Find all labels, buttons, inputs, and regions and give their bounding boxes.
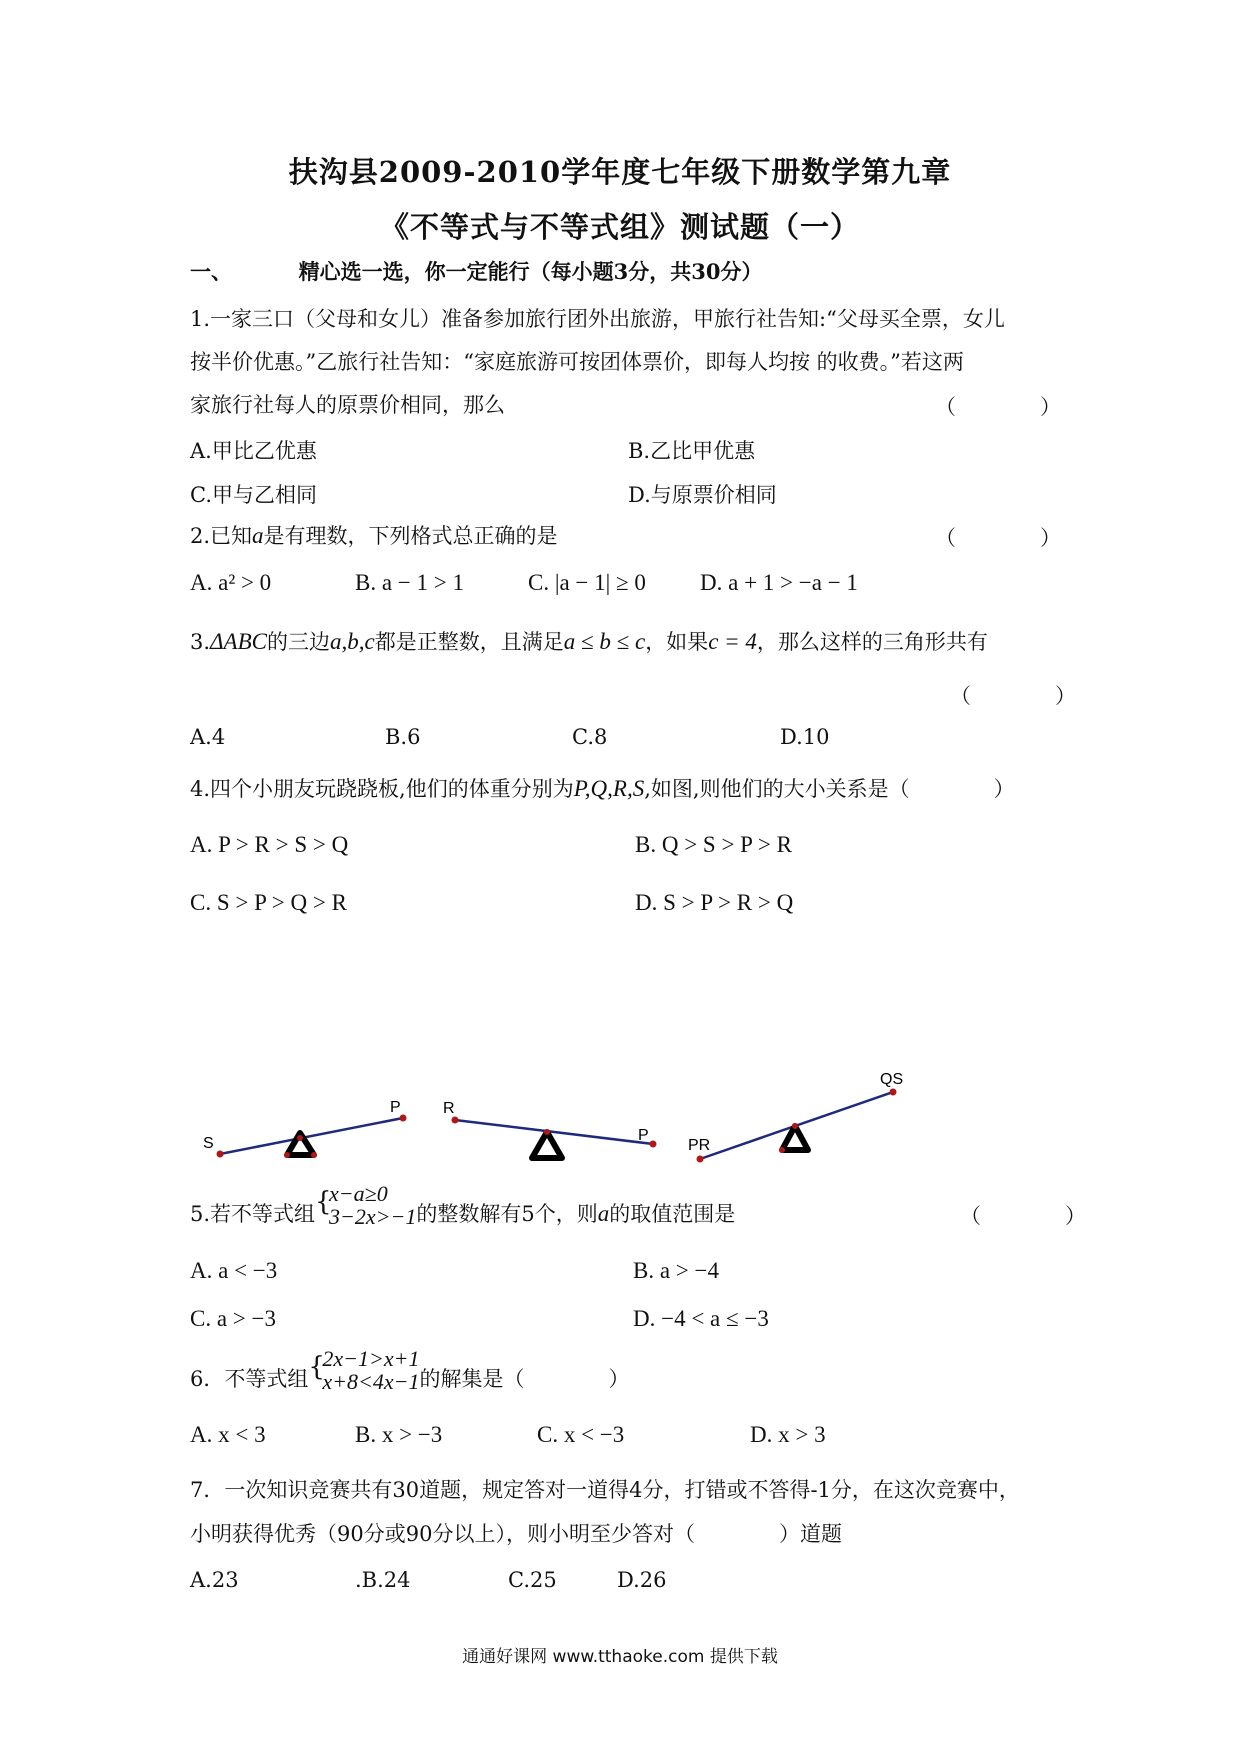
q2-post: 是有理数，下列格式总正确的是: [263, 524, 558, 548]
q4-pre: 4.四个小朋友玩跷跷板,他们的体重分别为: [190, 777, 574, 801]
q2-answer-blank: （ ）: [935, 526, 1061, 550]
q1-option-c: C.甲与乙相同: [190, 483, 317, 507]
seesaw-1: [203, 1099, 407, 1158]
seesaw-2-left-label: R: [443, 1100, 455, 1117]
q6-system: { 2x−1>x+1 x+8<4x−1: [308, 1345, 420, 1394]
q7-option-d: D.26: [617, 1568, 667, 1592]
title-line-1: 扶沟县2009-2010学年度七年级下册数学第九章: [288, 155, 952, 189]
q1-option-a: A.甲比乙优惠: [190, 439, 317, 463]
q6-system-row-2: x+8<4x−1: [322, 1368, 420, 1394]
q3-option-a: A.4: [190, 725, 226, 749]
section-text: 精心选一选，你一定能行（每小题3分，共30分）: [298, 259, 763, 284]
q5-option-a: A. a < −3: [190, 1258, 278, 1283]
q4-option-c: C. S > P > Q > R: [190, 890, 347, 915]
q1-option-d: D.与原票价相同: [628, 483, 777, 507]
q6-stem: [190, 1345, 1065, 1394]
q2-option-c: C. |a − 1| ≥ 0: [528, 570, 646, 595]
q6-system-row-1: 2x−1>x+1: [322, 1345, 420, 1371]
footer-credit: 通通好课网 www.tthaoke.com 提供下载: [462, 1647, 778, 1667]
title-line-2: 《不等式与不等式组》测试题（一）: [379, 210, 860, 244]
q7-option-a: A.23: [190, 1568, 239, 1592]
seesaw-3-left-label: PR: [688, 1137, 711, 1154]
q3-condition: a ≤ b ≤ c: [563, 629, 646, 654]
q4-option-d: D. S > P > R > Q: [635, 890, 794, 915]
q5-option-d: D. −4 < a ≤ −3: [633, 1306, 769, 1331]
q7-option-c: C.25: [508, 1568, 557, 1592]
q5-post: 的取值范围是: [609, 1202, 736, 1226]
q5-stem: [190, 1180, 1065, 1229]
q3-option-b: B.6: [385, 725, 421, 749]
q5-pre: 5.若不等式组: [190, 1202, 316, 1226]
q5-var: a: [597, 1201, 610, 1226]
q6-post: 的解集是（ ）: [419, 1367, 630, 1391]
q1-line-1: 1.一家三口（父母和女儿）准备参加旅行团外出旅游，甲旅行社告知:“父母买全票，女儿: [190, 307, 1005, 331]
seesaw-1-right-label: P: [390, 1099, 401, 1116]
q4-option-a: A. P > R > S > Q: [190, 832, 349, 857]
q3-option-c: C.8: [572, 725, 608, 749]
seesaw-2: [443, 1100, 657, 1158]
q2-var: a: [252, 523, 264, 548]
seesaw-2-right-label: P: [638, 1127, 649, 1144]
seesaw-1-left-label: S: [203, 1135, 214, 1152]
seesaw-3: [688, 1071, 903, 1163]
section-number: 一、: [190, 259, 232, 284]
q4-post: ,如图,则他们的大小关系是（ ）: [644, 777, 1015, 801]
q4-vars: P,Q,R,S: [573, 776, 645, 801]
q2-option-d: D. a + 1 > −a − 1: [700, 570, 858, 595]
q3-mid3: ，如果: [645, 630, 709, 654]
q6-option-a: A. x < 3: [190, 1422, 266, 1447]
q2-option-a: A. a² > 0: [190, 570, 272, 595]
q6-pre: 6．不等式组: [190, 1367, 309, 1391]
q5-option-b: B. a > −4: [633, 1258, 719, 1283]
q1-line-2: 按半价优惠。”乙旅行社告知：“家庭旅游可按团体票价，即每人均按 的收费。”若这两: [190, 350, 964, 374]
q1-answer-blank: （ ）: [935, 395, 1061, 419]
q1-line-3: 家旅行社每人的原票价相同，那么: [190, 393, 505, 417]
q2-pre: 2.已知: [190, 524, 253, 548]
q3-c-value: c = 4: [708, 629, 757, 654]
seesaw-3-right-label: QS: [880, 1071, 904, 1088]
q5-system: { x−a≥0 3−2x>−1: [315, 1180, 417, 1229]
q3-mid1: 的三边: [267, 630, 330, 654]
q5-mid: 的整数解有5个，则: [416, 1202, 598, 1226]
q5-answer-blank: （ ）: [960, 1204, 1086, 1228]
q5-system-row-2: 3−2x>−1: [329, 1203, 417, 1229]
q3-option-d: D.10: [780, 725, 830, 749]
q6-option-b: B. x > −3: [355, 1422, 443, 1447]
q7-line-2: 小明获得优秀（90分或90分以上），则小明至少答对（ ）道题: [190, 1522, 842, 1546]
q5-option-c: C. a > −3: [190, 1306, 276, 1331]
q5-system-row-1: x−a≥0: [329, 1180, 388, 1206]
q6-option-d: D. x > 3: [750, 1422, 826, 1447]
q6-option-c: C. x < −3: [537, 1422, 625, 1447]
q3-answer-blank: （ ）: [950, 684, 1076, 708]
q7-line-1: 7．一次知识竞赛共有30道题，规定答对一道得4分，打错或不答得-1分，在这次竞赛中，: [190, 1478, 1020, 1502]
q3-mid2: 都是正整数，且满足: [374, 630, 564, 654]
q3-pre: 3.: [190, 630, 211, 654]
q3-sides: a,b,c: [330, 629, 375, 654]
q4-option-b: B. Q > S > P > R: [635, 832, 792, 857]
q3-triangle: ΔABC: [210, 629, 267, 654]
q7-option-b: .B.24: [355, 1568, 411, 1592]
q2-option-b: B. a − 1 > 1: [355, 570, 464, 595]
q1-option-b: B.乙比甲优惠: [628, 439, 756, 463]
q3-post: ，那么这样的三角形共有: [756, 630, 988, 654]
